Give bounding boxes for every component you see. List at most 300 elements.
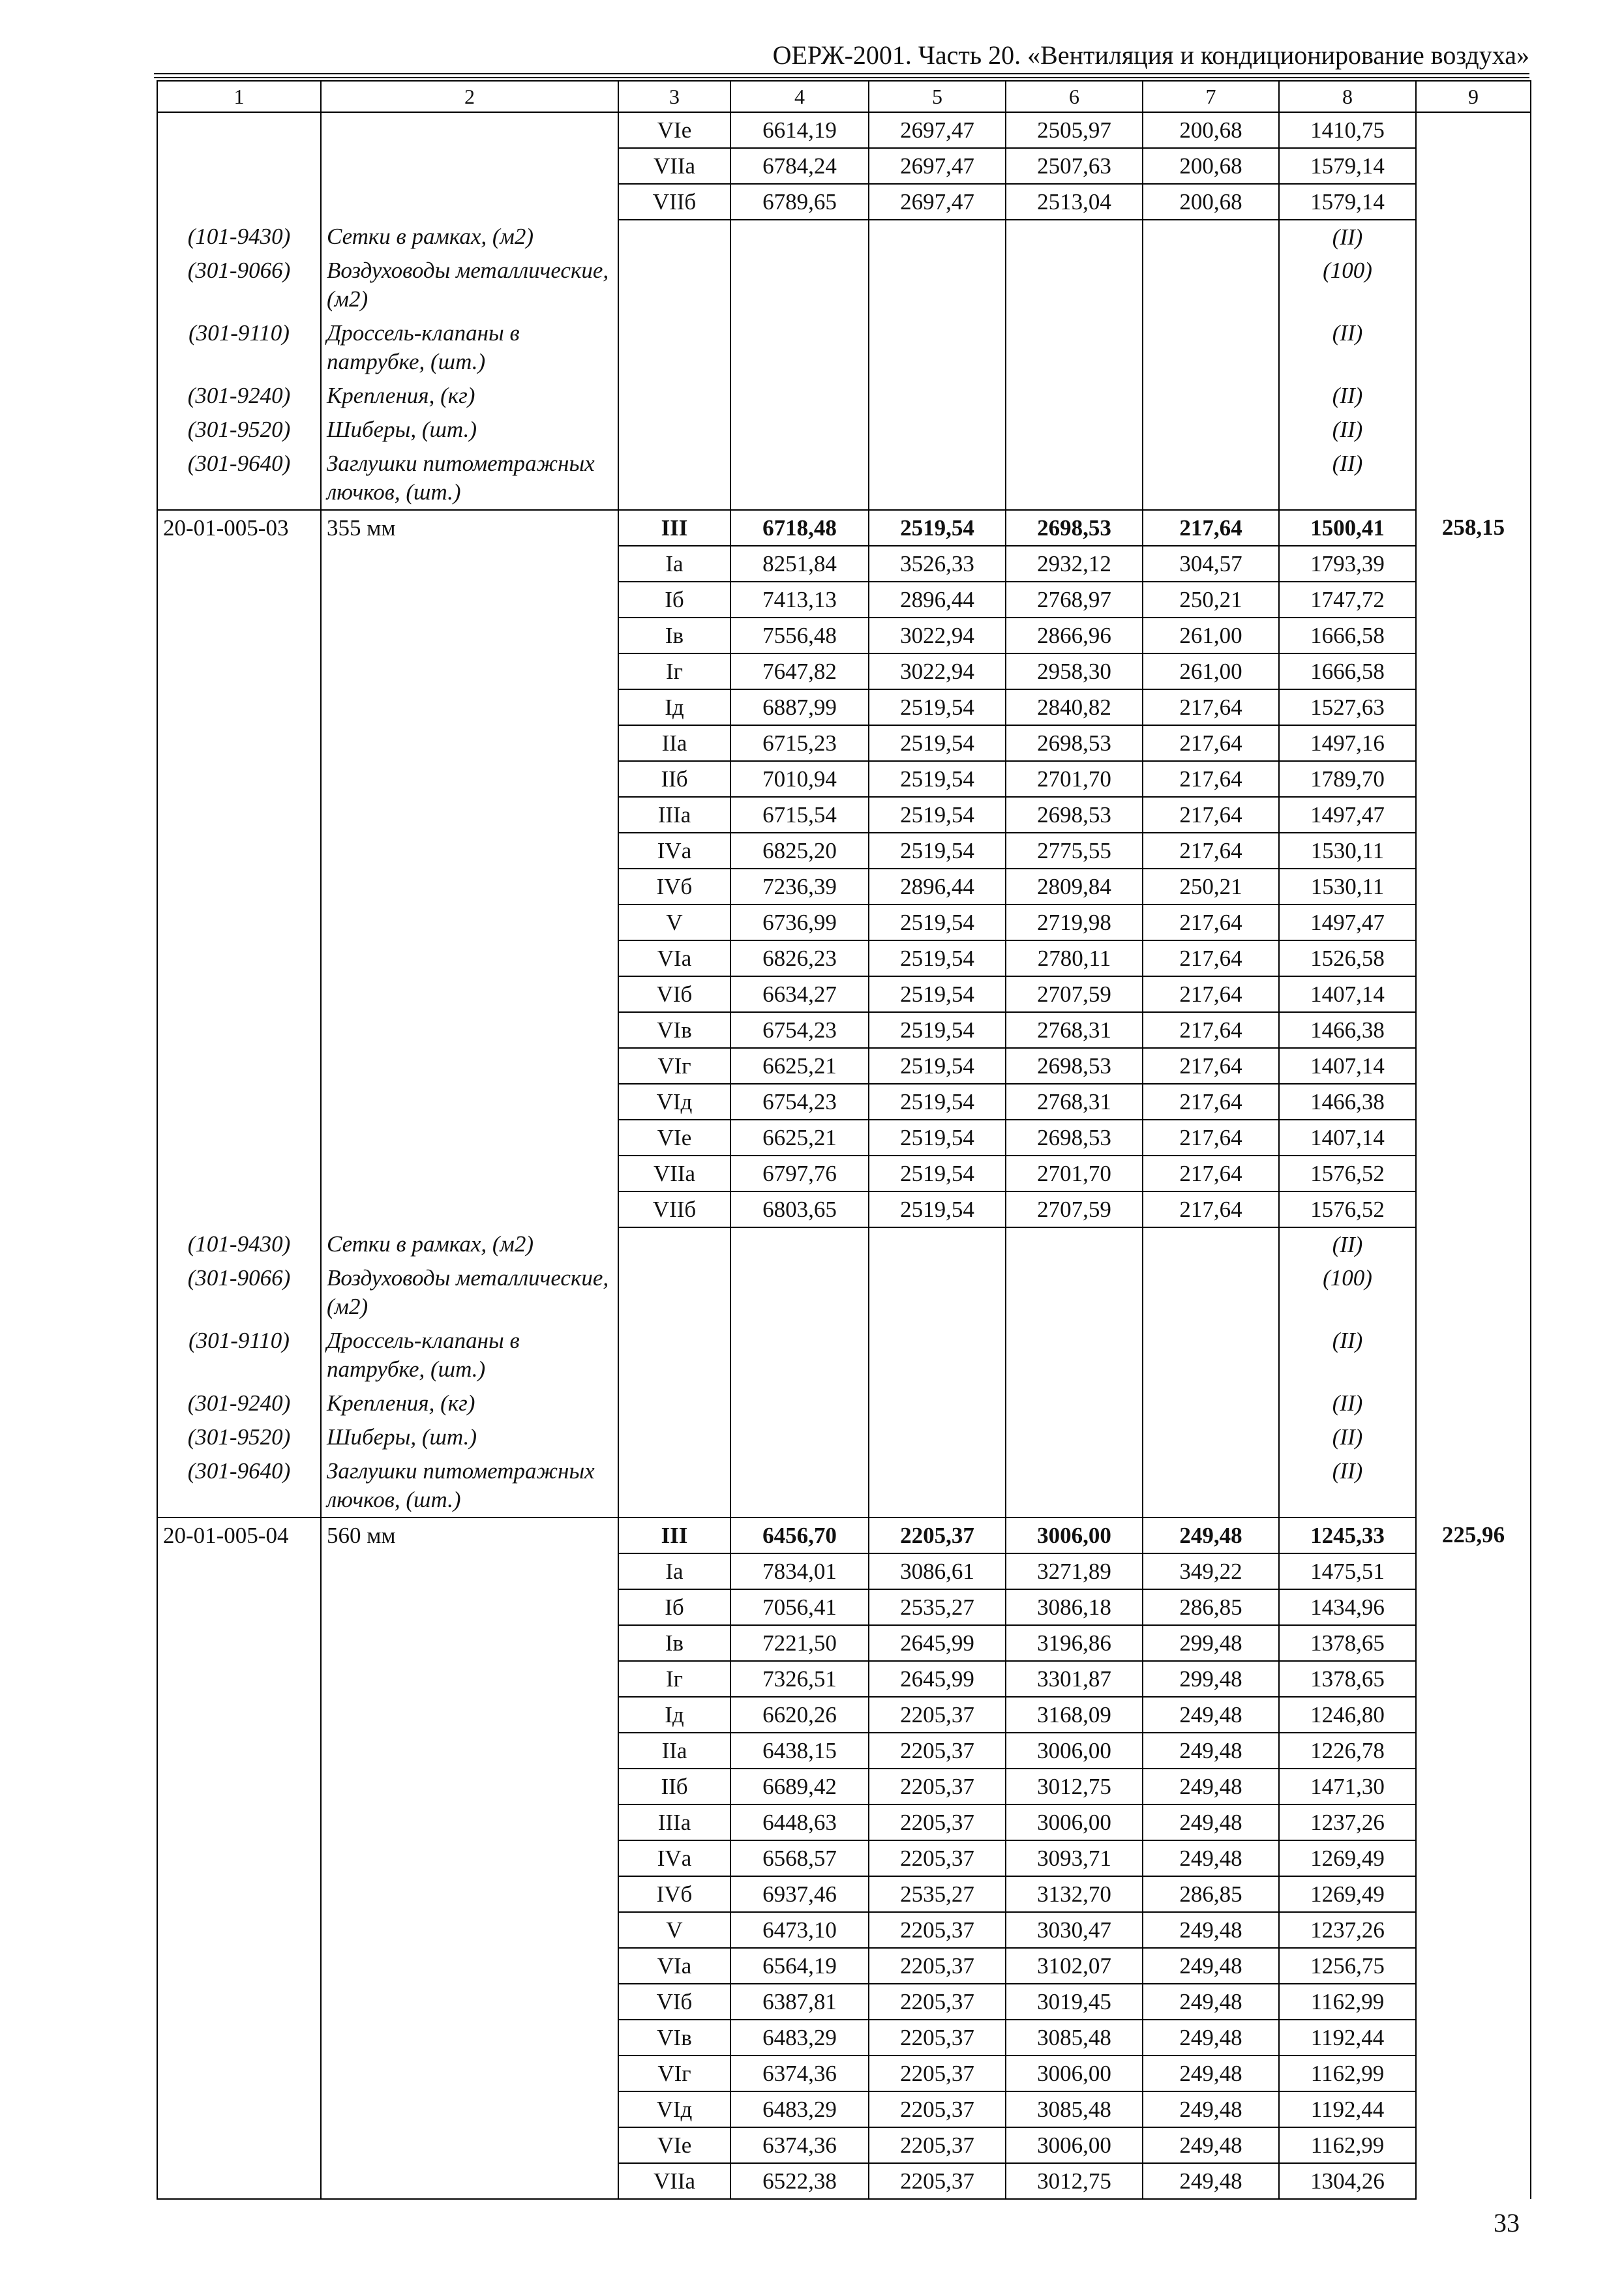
machine-cost-cell: 2780,11 (1006, 940, 1143, 976)
zone-cell: IIIа (618, 797, 730, 833)
total-cost-cell: 6564,19 (730, 1948, 869, 1984)
labor-cost-cell (1416, 1156, 1531, 1191)
driver-wages-cell: 261,00 (1143, 653, 1279, 689)
empty-cell (1143, 1454, 1279, 1518)
labor-cost-cell (1416, 976, 1531, 1012)
material-item-row (157, 379, 1531, 413)
empty-cell (1143, 1324, 1279, 1386)
wages-cell: 2205,37 (869, 2127, 1006, 2163)
wages-cell: 2896,44 (869, 869, 1006, 905)
wages-cell: 2205,37 (869, 2020, 1006, 2056)
wages-cell: 2205,37 (869, 1518, 1006, 1553)
table-row (157, 1733, 1531, 1769)
resource-code-cell (157, 761, 321, 797)
table-row (157, 112, 1531, 148)
empty-cell (1006, 254, 1143, 316)
machine-cost-cell: 3093,71 (1006, 1840, 1143, 1876)
table-row (157, 1012, 1531, 1048)
wages-cell: 2697,47 (869, 112, 1006, 148)
zone-cell: Iб (618, 1589, 730, 1625)
total-cost-cell: 6754,23 (730, 1084, 869, 1120)
resource-code-cell (157, 582, 321, 618)
table-row (157, 869, 1531, 905)
resource-code-cell (157, 869, 321, 905)
resource-name-cell (321, 112, 618, 148)
empty-cell (730, 220, 869, 254)
zone-cell: IIIа (618, 1804, 730, 1840)
materials-cell: 1269,49 (1279, 1840, 1416, 1876)
driver-wages-cell: 217,64 (1143, 510, 1279, 546)
total-cost-cell: 7236,39 (730, 869, 869, 905)
wages-cell: 2535,27 (869, 1589, 1006, 1625)
materials-cell: 1378,65 (1279, 1625, 1416, 1661)
materials-cell: 1579,14 (1279, 148, 1416, 184)
labor-cost-cell (1416, 1948, 1531, 1984)
machine-cost-cell: 2698,53 (1006, 797, 1143, 833)
table-row (157, 905, 1531, 940)
empty-cell (730, 1420, 869, 1454)
table-row (157, 1625, 1531, 1661)
driver-wages-cell: 261,00 (1143, 618, 1279, 653)
total-cost-cell: 7834,01 (730, 1553, 869, 1589)
column-number: 6 (1006, 81, 1143, 112)
empty-cell (1006, 1227, 1143, 1261)
labor-cost-cell (1416, 1769, 1531, 1804)
empty-cell (1143, 1420, 1279, 1454)
labor-cost-cell (1416, 2020, 1531, 2056)
wages-cell: 2205,37 (869, 1804, 1006, 1840)
table-row (157, 2163, 1531, 2199)
zone-cell: VIд (618, 2091, 730, 2127)
wages-cell: 2519,54 (869, 976, 1006, 1012)
machine-cost-cell: 3006,00 (1006, 2056, 1143, 2091)
table-row (157, 1518, 1531, 1553)
material-code-cell: (101-9430) (157, 220, 321, 254)
zone-cell: V (618, 1912, 730, 1948)
driver-wages-cell: 217,64 (1143, 833, 1279, 869)
table-row (157, 1804, 1531, 1840)
zone-cell: IIб (618, 1769, 730, 1804)
driver-wages-cell: 217,64 (1143, 725, 1279, 761)
table-row (157, 1697, 1531, 1733)
wages-cell: 3086,61 (869, 1553, 1006, 1589)
zone-cell: VIв (618, 1012, 730, 1048)
table-row (157, 976, 1531, 1012)
wages-cell: 2205,37 (869, 2163, 1006, 2199)
labor-cost-cell (1416, 1191, 1531, 1227)
driver-wages-cell: 299,48 (1143, 1661, 1279, 1697)
empty-cell (869, 1386, 1006, 1420)
labor-cost-cell (1416, 905, 1531, 940)
wages-cell: 2519,54 (869, 905, 1006, 940)
labor-cost-cell (1416, 582, 1531, 618)
driver-wages-cell: 249,48 (1143, 2127, 1279, 2163)
zone-cell: VIа (618, 1948, 730, 1984)
labor-cost-cell (1416, 1733, 1531, 1769)
labor-cost-cell (1416, 148, 1531, 184)
materials-cell: 1269,49 (1279, 1876, 1416, 1912)
resource-name-cell (321, 976, 618, 1012)
total-cost-cell: 6797,76 (730, 1156, 869, 1191)
driver-wages-cell: 217,64 (1143, 905, 1279, 940)
resource-code-cell (157, 1697, 321, 1733)
total-cost-cell: 7221,50 (730, 1625, 869, 1661)
zone-cell: VIв (618, 2020, 730, 2056)
empty-cell (1416, 413, 1531, 447)
machine-cost-cell: 2701,70 (1006, 1156, 1143, 1191)
resource-name-cell (321, 689, 618, 725)
driver-wages-cell: 200,68 (1143, 184, 1279, 220)
materials-cell: 1410,75 (1279, 112, 1416, 148)
total-cost-cell: 6483,29 (730, 2020, 869, 2056)
machine-cost-cell: 3196,86 (1006, 1625, 1143, 1661)
empty-cell (1416, 316, 1531, 379)
empty-cell (1143, 254, 1279, 316)
labor-cost-cell (1416, 689, 1531, 725)
wages-cell: 2519,54 (869, 510, 1006, 546)
zone-cell: Iа (618, 546, 730, 582)
materials-cell: 1407,14 (1279, 1048, 1416, 1084)
labor-cost-cell (1416, 618, 1531, 653)
material-name-cell: Крепления, (кг) (321, 1386, 618, 1420)
empty-cell (869, 379, 1006, 413)
material-unit-cell: (100) (1279, 254, 1416, 316)
labor-cost-cell (1416, 1625, 1531, 1661)
empty-cell (869, 447, 1006, 510)
material-code-cell: (301-9520) (157, 1420, 321, 1454)
total-cost-cell: 6614,19 (730, 112, 869, 148)
machine-cost-cell: 2698,53 (1006, 1120, 1143, 1156)
material-item-row (157, 1420, 1531, 1454)
zone-cell: VIе (618, 1120, 730, 1156)
labor-cost-cell (1416, 2091, 1531, 2127)
driver-wages-cell: 217,64 (1143, 1048, 1279, 1084)
wages-cell: 2896,44 (869, 582, 1006, 618)
material-item-row (157, 1324, 1531, 1386)
table-row (157, 761, 1531, 797)
rates-table (157, 80, 1531, 2200)
resource-name-cell (321, 1876, 618, 1912)
empty-cell (1416, 447, 1531, 510)
machine-cost-cell: 2701,70 (1006, 761, 1143, 797)
driver-wages-cell: 249,48 (1143, 1840, 1279, 1876)
resource-code-cell (157, 1733, 321, 1769)
resource-name-cell (321, 1769, 618, 1804)
machine-cost-cell: 2958,30 (1006, 653, 1143, 689)
materials-cell: 1527,63 (1279, 689, 1416, 725)
page-header: ОЕРЖ-2001. Часть 20. «Вентиляция и кондиционирование воздуха» (772, 40, 1529, 70)
zone-cell: IVб (618, 869, 730, 905)
wages-cell: 2519,54 (869, 1084, 1006, 1120)
zone-cell: Iг (618, 1661, 730, 1697)
material-name-cell: Воздуховоды металлические, (м2) (321, 1261, 618, 1324)
empty-cell (1416, 1454, 1531, 1518)
zone-cell: Iв (618, 1625, 730, 1661)
empty-cell (730, 379, 869, 413)
material-unit-cell: (II) (1279, 379, 1416, 413)
material-unit-cell: (II) (1279, 316, 1416, 379)
empty-cell (1006, 1261, 1143, 1324)
resource-code-cell (157, 2020, 321, 2056)
materials-cell: 1526,58 (1279, 940, 1416, 976)
resource-code-cell (157, 1912, 321, 1948)
resource-name-cell (321, 2163, 618, 2199)
resource-code-cell (157, 1156, 321, 1191)
resource-name-cell (321, 725, 618, 761)
table-row (157, 1876, 1531, 1912)
column-number: 9 (1416, 81, 1531, 112)
table-row (157, 618, 1531, 653)
table-row (157, 1120, 1531, 1156)
zone-cell: Iг (618, 653, 730, 689)
material-name-cell: Воздуховоды металлические, (м2) (321, 254, 618, 316)
labor-cost-cell (1416, 1840, 1531, 1876)
machine-cost-cell: 2932,12 (1006, 546, 1143, 582)
material-unit-cell: (II) (1279, 1324, 1416, 1386)
material-unit-cell: (II) (1279, 1386, 1416, 1420)
driver-wages-cell: 249,48 (1143, 1984, 1279, 2020)
total-cost-cell: 6456,70 (730, 1518, 869, 1553)
resource-code-cell (157, 725, 321, 761)
zone-cell: VIб (618, 1984, 730, 2020)
wages-cell: 2205,37 (869, 1769, 1006, 1804)
wages-cell: 2645,99 (869, 1625, 1006, 1661)
machine-cost-cell: 3102,07 (1006, 1948, 1143, 1984)
resource-code-cell (157, 546, 321, 582)
resource-code-cell (157, 1012, 321, 1048)
total-cost-cell: 6634,27 (730, 976, 869, 1012)
driver-wages-cell: 217,64 (1143, 761, 1279, 797)
labor-cost-cell (1416, 1876, 1531, 1912)
table-row (157, 1156, 1531, 1191)
machine-cost-cell: 2809,84 (1006, 869, 1143, 905)
material-name-cell: Дроссель-клапаны в патрубке, (шт.) (321, 1324, 618, 1386)
table-row (157, 582, 1531, 618)
labor-cost-cell (1416, 653, 1531, 689)
empty-cell (730, 1261, 869, 1324)
total-cost-cell: 6522,38 (730, 2163, 869, 2199)
empty-cell (618, 379, 730, 413)
resource-code-cell (157, 618, 321, 653)
empty-cell (869, 1261, 1006, 1324)
resource-code-cell (157, 2091, 321, 2127)
material-code-cell: (301-9066) (157, 254, 321, 316)
machine-cost-cell: 3085,48 (1006, 2091, 1143, 2127)
material-code-cell: (101-9430) (157, 1227, 321, 1261)
resource-name-cell (321, 2056, 618, 2091)
wages-cell: 2519,54 (869, 725, 1006, 761)
total-cost-cell: 6483,29 (730, 2091, 869, 2127)
resource-name-cell (321, 618, 618, 653)
resource-name-cell (321, 797, 618, 833)
resource-code-cell (157, 2127, 321, 2163)
empty-cell (1006, 379, 1143, 413)
table-row (157, 1769, 1531, 1804)
materials-cell: 1475,51 (1279, 1553, 1416, 1589)
material-name-cell: Сетки в рамках, (м2) (321, 220, 618, 254)
resource-name-cell (321, 1048, 618, 1084)
material-name-cell: Заглушки питометражных лючков, (шт.) (321, 447, 618, 510)
driver-wages-cell: 286,85 (1143, 1589, 1279, 1625)
total-cost-cell: 6826,23 (730, 940, 869, 976)
zone-cell: Iб (618, 582, 730, 618)
resource-code-cell: 20-01-005-03 (157, 510, 321, 546)
resource-name-cell (321, 1120, 618, 1156)
wages-cell: 2205,37 (869, 2091, 1006, 2127)
driver-wages-cell: 304,57 (1143, 546, 1279, 582)
labor-cost-cell (1416, 1697, 1531, 1733)
zone-cell: VIа (618, 940, 730, 976)
material-name-cell: Шиберы, (шт.) (321, 1420, 618, 1454)
wages-cell: 2519,54 (869, 797, 1006, 833)
empty-cell (618, 413, 730, 447)
machine-cost-cell: 2768,97 (1006, 582, 1143, 618)
empty-cell (618, 254, 730, 316)
header-rule (154, 73, 1529, 74)
material-item-row (157, 1227, 1531, 1261)
materials-cell: 1162,99 (1279, 2127, 1416, 2163)
resource-code-cell (157, 1084, 321, 1120)
machine-cost-cell: 2719,98 (1006, 905, 1143, 940)
zone-cell: VIIб (618, 1191, 730, 1227)
resource-code-cell (157, 1625, 321, 1661)
table-row (157, 546, 1531, 582)
labor-cost-cell (1416, 833, 1531, 869)
resource-name-cell (321, 184, 618, 220)
zone-cell: VIIб (618, 184, 730, 220)
zone-cell: IIа (618, 725, 730, 761)
machine-cost-cell: 2505,97 (1006, 112, 1143, 148)
column-number: 7 (1143, 81, 1279, 112)
table-row (157, 1048, 1531, 1084)
machine-cost-cell: 3168,09 (1006, 1697, 1143, 1733)
empty-cell (1006, 413, 1143, 447)
materials-cell: 1747,72 (1279, 582, 1416, 618)
total-cost-cell: 6374,36 (730, 2127, 869, 2163)
driver-wages-cell: 249,48 (1143, 1912, 1279, 1948)
empty-cell (730, 1386, 869, 1420)
empty-cell (1143, 1261, 1279, 1324)
labor-cost-cell (1416, 1912, 1531, 1948)
labor-cost-cell (1416, 1084, 1531, 1120)
empty-cell (869, 1324, 1006, 1386)
resource-code-cell (157, 797, 321, 833)
driver-wages-cell: 249,48 (1143, 2163, 1279, 2199)
material-unit-cell: (II) (1279, 220, 1416, 254)
wages-cell: 2519,54 (869, 1012, 1006, 1048)
material-item-row (157, 413, 1531, 447)
table-row (157, 510, 1531, 546)
labor-cost-cell: 258,15 (1416, 510, 1531, 546)
material-name-cell: Крепления, (кг) (321, 379, 618, 413)
material-unit-cell: (II) (1279, 413, 1416, 447)
table-row (157, 1912, 1531, 1948)
resource-name-cell (321, 2091, 618, 2127)
driver-wages-cell: 249,48 (1143, 1518, 1279, 1553)
machine-cost-cell: 3006,00 (1006, 1804, 1143, 1840)
empty-cell (730, 413, 869, 447)
empty-cell (1143, 220, 1279, 254)
table-row (157, 1589, 1531, 1625)
driver-wages-cell: 217,64 (1143, 1120, 1279, 1156)
driver-wages-cell: 200,68 (1143, 112, 1279, 148)
zone-cell: VIIа (618, 148, 730, 184)
machine-cost-cell: 2513,04 (1006, 184, 1143, 220)
empty-cell (869, 1454, 1006, 1518)
column-number: 5 (869, 81, 1006, 112)
material-item-row (157, 254, 1531, 316)
resource-name-cell (321, 1733, 618, 1769)
materials-cell: 1500,41 (1279, 510, 1416, 546)
total-cost-cell: 7413,13 (730, 582, 869, 618)
resource-name-cell (321, 546, 618, 582)
table-row (157, 1084, 1531, 1120)
wages-cell: 2519,54 (869, 1120, 1006, 1156)
wages-cell: 2205,37 (869, 1840, 1006, 1876)
labor-cost-cell (1416, 940, 1531, 976)
wages-cell: 2519,54 (869, 1156, 1006, 1191)
resource-code-cell (157, 689, 321, 725)
machine-cost-cell: 2768,31 (1006, 1084, 1143, 1120)
resource-name-cell (321, 148, 618, 184)
empty-cell (618, 1420, 730, 1454)
wages-cell: 2519,54 (869, 940, 1006, 976)
machine-cost-cell: 2507,63 (1006, 148, 1143, 184)
empty-cell (1416, 1261, 1531, 1324)
resource-code-cell (157, 148, 321, 184)
resource-code-cell (157, 2163, 321, 2199)
material-item-row (157, 447, 1531, 510)
zone-cell: VIг (618, 1048, 730, 1084)
materials-cell: 1192,44 (1279, 2091, 1416, 2127)
materials-cell: 1530,11 (1279, 869, 1416, 905)
empty-cell (618, 447, 730, 510)
total-cost-cell: 7010,94 (730, 761, 869, 797)
table-row (157, 2127, 1531, 2163)
driver-wages-cell: 217,64 (1143, 1084, 1279, 1120)
resource-code-cell (157, 833, 321, 869)
zone-cell: III (618, 1518, 730, 1553)
wages-cell: 2205,37 (869, 2056, 1006, 2091)
labor-cost-cell (1416, 2056, 1531, 2091)
machine-cost-cell: 3132,70 (1006, 1876, 1143, 1912)
header-rule-double (154, 77, 1529, 78)
wages-cell: 2519,54 (869, 689, 1006, 725)
resource-code-cell (157, 112, 321, 148)
wages-cell: 2205,37 (869, 1697, 1006, 1733)
resource-name-cell (321, 2127, 618, 2163)
machine-cost-cell: 3019,45 (1006, 1984, 1143, 2020)
driver-wages-cell: 200,68 (1143, 148, 1279, 184)
machine-cost-cell: 3012,75 (1006, 2163, 1143, 2199)
total-cost-cell: 6784,24 (730, 148, 869, 184)
resource-name-cell: 560 мм (321, 1518, 618, 1553)
materials-cell: 1497,16 (1279, 725, 1416, 761)
resource-name-cell (321, 1553, 618, 1589)
column-number: 1 (157, 81, 321, 112)
materials-cell: 1237,26 (1279, 1912, 1416, 1948)
empty-cell (1006, 1454, 1143, 1518)
empty-cell (1416, 1420, 1531, 1454)
resource-code-cell (157, 1840, 321, 1876)
material-name-cell: Заглушки питометражных лючков, (шт.) (321, 1454, 618, 1518)
total-cost-cell: 6620,26 (730, 1697, 869, 1733)
empty-cell (618, 316, 730, 379)
empty-cell (730, 1454, 869, 1518)
resource-name-cell (321, 1589, 618, 1625)
machine-cost-cell: 2775,55 (1006, 833, 1143, 869)
total-cost-cell: 7647,82 (730, 653, 869, 689)
